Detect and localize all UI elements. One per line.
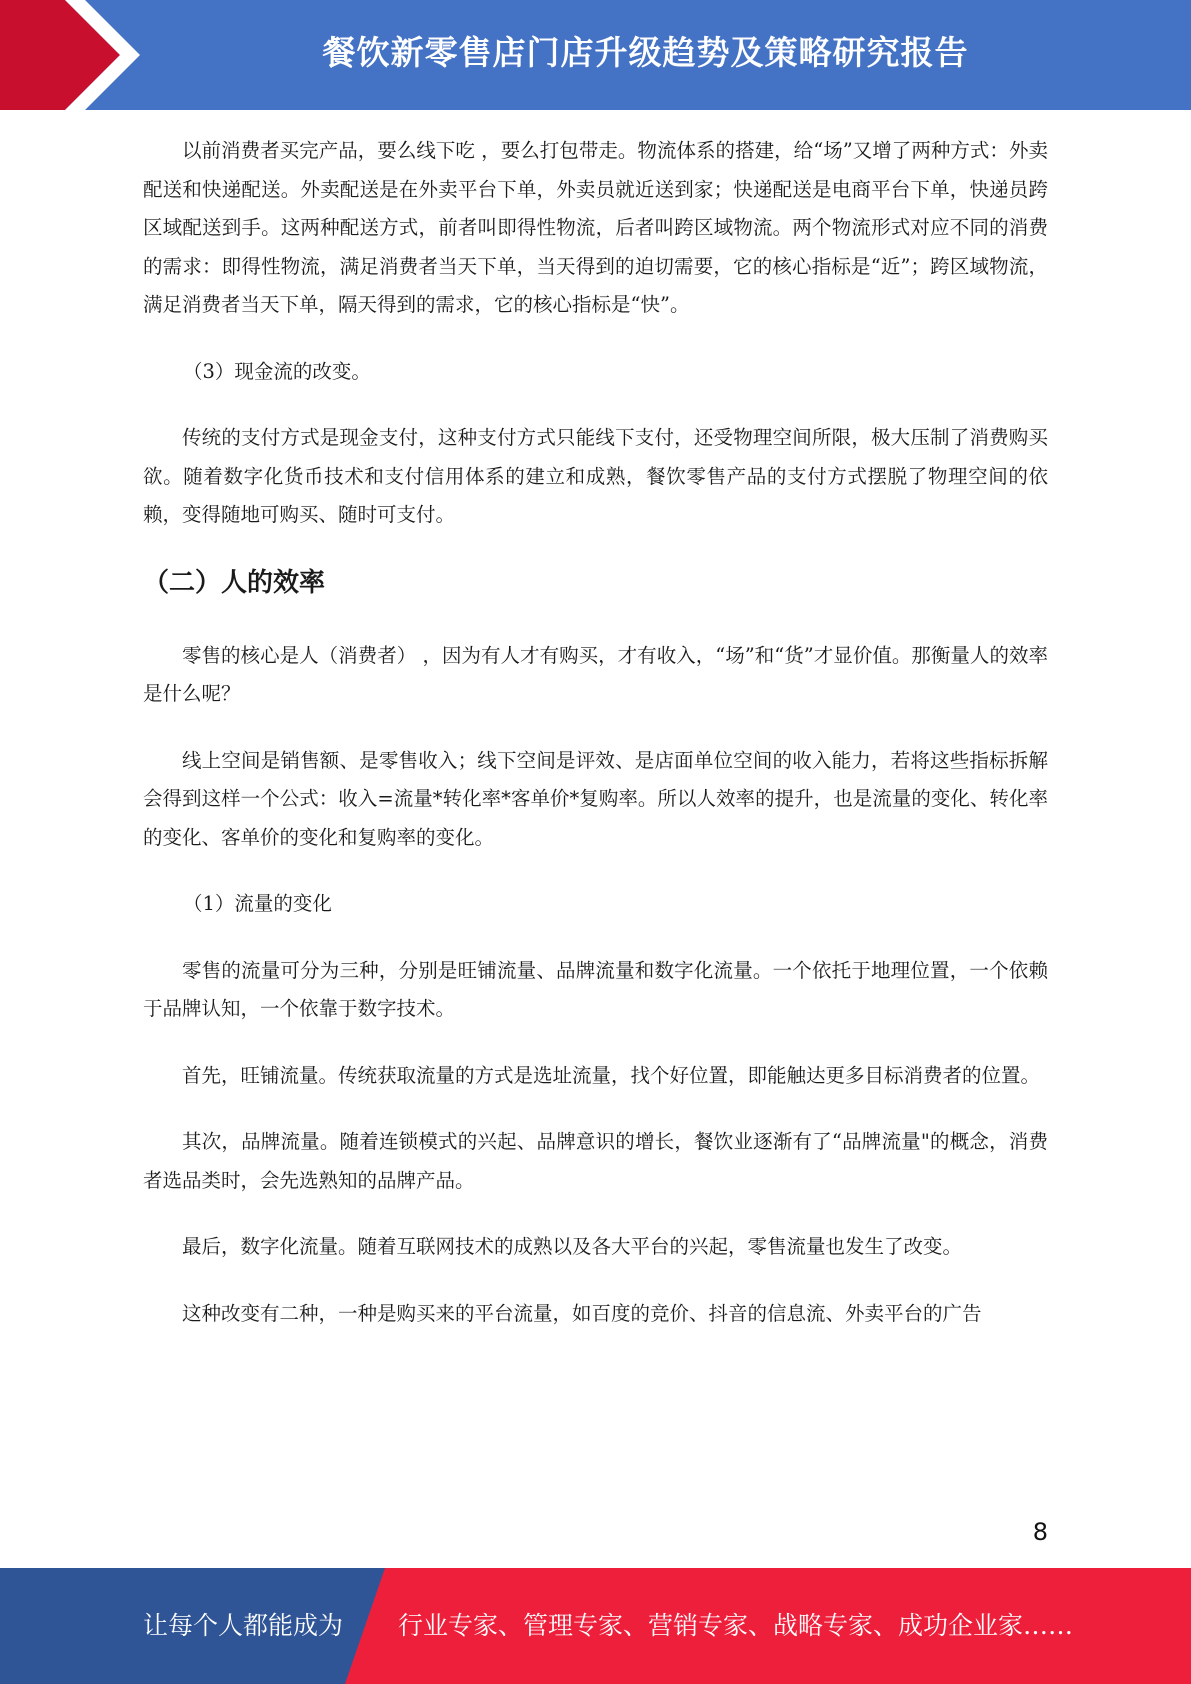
- paragraph-digital-traffic: 最后，数字化流量。随着互联网技术的成熟以及各大平台的兴起，零售流量也发生了改变。: [182, 1235, 963, 1258]
- section-heading-people-efficiency: （二）人的效率: [143, 567, 326, 598]
- footer-slogan-right: 行业专家、管理专家、营销专家、战略专家、成功企业家……: [398, 1611, 1074, 1640]
- page-number: 8: [1032, 1518, 1048, 1546]
- document-title: 餐饮新零售店门店升级趋势及策略研究报告: [322, 33, 969, 72]
- paragraph-platform-traffic: 这种改变有二种，一种是购买来的平台流量，如百度的竞价、抖音的信息流、外卖平台的广告: [182, 1301, 982, 1325]
- subheading-traffic-change: （1）流量的变化: [183, 892, 332, 915]
- footer-slogan-left: 让每个人都能成为: [143, 1611, 344, 1640]
- paragraph-logistics: 以前消费者买完产品，要么线下吃 ，要么打包带走。物流体系的搭建，给“场”又增了两种方式：外卖配送和快递配送。外卖配送是在外卖平台下单，外卖员就近送到家；快递配送是电商平台下单，快递员跨区域配送到手。这两种配送方式，前者叫即得性物流，后者叫跨区域物流。两个物流形式对应不同的消费的需求：即得性物流，满足消费者当天下单，当天得到的迫切需要，它的核心指标是“近”；跨区域物流，满足消费者当天下单，隔天得到的需求，它的核心指标是“快”。: [143, 139, 1048, 316]
- paragraph-traffic-types: 零售的流量可分为三种，分别是旺铺流量、品牌流量和数字化流量。一个依托于地理位置，一个依赖于品牌认知，一个依靠于数字技术。: [143, 958, 1048, 1020]
- document-body: [143, 132, 1048, 1333]
- paragraph-retail-core: 零售的核心是人（消费者） ，因为有人才有购买，才有收入，“场”和“货”才显价值。那衡量人的效率是什么呢？: [143, 643, 1048, 705]
- paragraph-location-traffic: 首先，旺铺流量。传统获取流量的方式是选址流量，找个好位置，即能触达更多目标消费者的位置。: [182, 1063, 1041, 1087]
- paragraph-revenue-formula: 线上空间是销售额、是零售收入；线下空间是评效、是店面单位空间的收入能力，若将这些指标拆解会得到这样一个公式：收入=流量*转化率*客单价*复购率。所以人效率的提升，也是流量的变化、转化率的变化、客单价的变化和复购率的变化。: [143, 748, 1048, 849]
- header-arrow-decoration: [0, 0, 150, 110]
- header-banner: [0, 0, 1191, 110]
- subheading-cashflow: （3）现金流的改变。: [183, 359, 371, 383]
- paragraph-brand-traffic: 其次，品牌流量。随着连锁模式的兴起、品牌意识的增长，餐饮业逐渐有了“品牌流量"的概念，消费者选品类时，会先选熟知的品牌产品。: [143, 1130, 1048, 1192]
- paragraph-payment: 传统的支付方式是现金支付，这种支付方式只能线下支付，还受物理空间所限，极大压制了消费购买欲。随着数字化货币技术和支付信用体系的建立和成熟，餐饮零售产品的支付方式摆脱了物理空间的依赖，变得随地可购买、随时可支付。: [143, 426, 1048, 526]
- footer-banner: [0, 1568, 1191, 1684]
